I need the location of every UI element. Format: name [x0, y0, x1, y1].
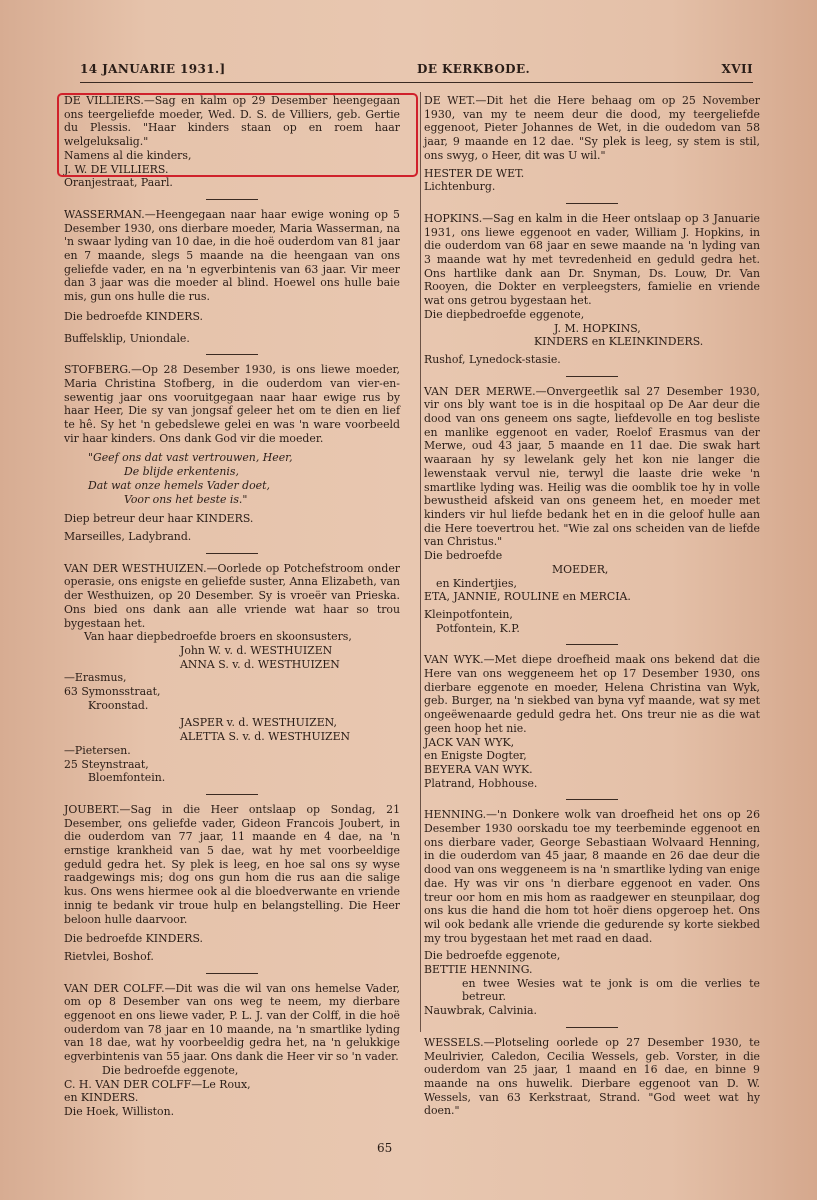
- notice-place: Die Hoek, Williston.: [64, 1105, 175, 1118]
- notice-place: Rushof, Lynedock-stasie.: [424, 352, 561, 366]
- separator: [566, 1027, 618, 1028]
- notice-intro: Die bedroefde eggenote,: [424, 949, 561, 963]
- notice-de-wet: [424, 94, 760, 194]
- poem-line: "Geef ons dat vast vertrouwen, Heer,: [88, 451, 293, 465]
- notice-signer: Diep betreur deur haar KINDERS.: [64, 512, 254, 526]
- notice-van-der-colff: [64, 982, 400, 1119]
- notice-signer: J. M. HOPKINS,: [554, 321, 641, 335]
- notice-signer: ALETTA S. v. d. WESTHUIZEN: [180, 730, 351, 744]
- separator: [206, 199, 258, 200]
- notice-signer: BETTIE HENNING.: [424, 963, 533, 977]
- separator: [206, 354, 258, 355]
- notice-signer-suffix: —Pietersen.: [64, 743, 131, 757]
- notice-place: Oranjestraat, Paarl.: [64, 176, 173, 190]
- notice-body: STOFBERG.—Op 28 Desember 1930, is ons liewe moeder, Maria Christina Stofberg, in die ouderdom van vier-en-sewentig jaar ons vooruitgegaan naar haar ewige rus by haar Heer, Die sy van jongsaf geleer het om te dien en lief te hê. Sy het 'n gebedslewe gelei en was 'n ware voorbeeld vir haar kinders. Ons dank God vir die moeder.: [64, 363, 400, 445]
- poem-line: Voor ons het beste is.": [124, 492, 248, 506]
- notice-body: VAN DER MERWE.—Onvergeetlik sal 27 Desember 1930, vir ons bly want toe is in die hospitaal op De Aar deur die dood van ons geneem ons sagte, liefdevolle en tog besliste en manlike eggenoot en vader, Roelof Erasmus van der Merwe, oud 43 jaar, 5 maande en 11 dae. Die swak hart waaraan hy sy lewelank gely het kon nie langer die lewenstaak vervul nie, terwyl die laaste drie weke 'n smartlike lyding was. Heilig was die oomblik toe hy in volle bewustheid afskeid van ons geneem het, en moeder met kinders vir hul liefde bedank het en in die geloof hulle aan die Here toevertrou het. "Wie zal ons scheiden van de liefde van Christus.": [424, 384, 760, 549]
- poem-line: De blijde erkentenis,: [124, 465, 239, 479]
- notice-poem: [88, 451, 400, 506]
- notice-place: Rietvlei, Boshof.: [64, 949, 154, 963]
- separator: [566, 799, 618, 800]
- notice-body: DE VILLIERS.—Sag en kalm op 29 Desember heengegaan ons teergeliefde moeder, Wed. D. S. de Villiers, geb. Gertie du Plessis. "Haar kinders staan op en roem haar welgeluksalig.": [64, 94, 400, 149]
- notice-signer: John W. v. d. WESTHUIZEN: [180, 643, 333, 657]
- notice-intro: Die diepbedroefde eggenote,: [424, 307, 585, 321]
- notice-van-wyk: [424, 653, 760, 790]
- header-page-roman: XVII: [721, 62, 753, 76]
- notice-body: HOPKINS.—Sag en kalm in die Heer ontslaap op 3 Januarie 1931, ons liewe eggenoot en vader, William J. Hopkins, in die ouderdom van 68 jaar en sewe maande na 'n lyding van 3 maande wat hy met tevredenheid en geduld gedra het. Ons hartlike dank aan Dr. Snyman, Ds. Louw, Dr. Van Rooyen, die Dokter en verpleegsters, famielie en vriende wat ons getrou bygestaan het.: [424, 211, 760, 308]
- highlight-box: [57, 93, 418, 177]
- notice-body: VAN DER WESTHUIZEN.—Oorlede op Potchefstroom onder operasie, ons enigste en geliefde suster, Anna Elizabeth, van der Westhuizen, op 20 Desember. Sy is vroeër van Prieska. Ons bied ons dank aan alle vriende wat haar so trou bygestaan het.: [64, 561, 400, 630]
- notice-body: DE WET.—Dit het die Here behaag om op 25 November 1930, van my te neem deur die dood, my teergeliefde eggenoot, Pieter Johannes de Wet, in die oudedom van 58 jaar, 9 maande en 12 dae. "Sy plek is leeg, sy stem is stil, ons swyg, o Heer, dit was U wil.": [424, 94, 760, 162]
- separator: [566, 203, 618, 204]
- notice-signer: Die bedroefde KINDERS.: [64, 932, 204, 946]
- notice-address: Kroonstad.: [88, 698, 149, 712]
- notice-address: 63 Symonsstraat,: [64, 685, 161, 699]
- separator: [566, 376, 618, 377]
- notice-place: Nauwbrak, Calvinia.: [424, 1004, 537, 1018]
- notice-signer: MOEDER,: [552, 562, 609, 576]
- notice-henning: [424, 808, 760, 1018]
- separator: [206, 973, 258, 974]
- notice-signer: HESTER DE WET.: [424, 166, 525, 180]
- notice-body: WESSELS.—Plotseling oorlede op 27 Desember 1930, te Meulrivier, Caledon, Cecilia Wessels, geb. Vorster, in die ouderdom van 25 jaar, 1 maand en 16 dae, en binne 9 maande na ons huwelik. Dierbare eggenoot van D. W. Wessels, van 63 Kerkstraat, Strand. "God weet wat hy doen.": [424, 1035, 760, 1118]
- notice-wasserman: [64, 208, 400, 345]
- notice-signer: KINDERS en KLEINKINDERS.: [534, 335, 704, 349]
- notice-signer: en Enigste Dogter,: [424, 749, 527, 763]
- notice-body: VAN DER COLFF.—Dit was die wil van ons hemelse Vader, om op 8 Desember van ons weg te neem, my dierbare eggenoot en ons liewe vader, P. L. J. van der Colff, in die hoë ouderdom van 78 jaar en 10 maande, na 'n smartlike lyding van 18 dae, wat hy voorbeeldig gedra het, na 'n gelukkige egverbintenis van 55 jaar. Ons dank die Heer vir so 'n vader.: [64, 981, 400, 1064]
- notice-place: Buffelsklip, Uniondale.: [64, 331, 190, 345]
- notice-stofberg: [64, 363, 400, 543]
- header-title: DE KERKBODE.: [417, 62, 531, 76]
- poem-line: Dat wat onze hemels Vader doet,: [88, 478, 270, 492]
- notice-signer: ANNA S. v. d. WESTHUIZEN: [180, 657, 340, 671]
- notice-body: VAN WYK.—Met diepe droefheid maak ons bekend dat die Here van ons weggeneem het op 17 Desember 1930, ons dierbare eggenote en moeder, Helena Christina van Wyk, geb. Burger, na 'n siekbed van byna vyf maande, wat sy met ongeëwenaarde geduld gedra het. Ons treur nie as die wat geen hoop het nie.: [424, 653, 760, 735]
- notice-place: Marseilles, Ladybrand.: [64, 529, 192, 543]
- notice-signer: JASPER v. d. WESTHUIZEN,: [180, 716, 337, 730]
- notice-place: Kleinpotfontein,: [424, 607, 513, 621]
- notice-signer: JACK VAN WYK,: [424, 735, 515, 749]
- notice-van-der-westhuizen: [64, 562, 400, 785]
- notice-joubert: [64, 803, 400, 964]
- separator: [566, 644, 618, 645]
- right-column: [424, 94, 760, 1127]
- notice-place: Lichtenburg.: [424, 180, 496, 194]
- notice-on-behalf: Namens al die kinders,: [64, 148, 192, 162]
- notice-place: Potfontein, K.P.: [436, 621, 520, 635]
- header-date: 14 JANUARIE 1931.]: [80, 62, 226, 76]
- notice-signer: en KINDERS.: [64, 1091, 139, 1105]
- notice-wessels: [424, 1036, 760, 1118]
- notice-signer: en Kindertjies,: [436, 576, 517, 590]
- page-header: [80, 62, 753, 76]
- notice-body: HENNING.—'n Donkere wolk van droefheid het ons op 26 Desember 1930 oorskadu toe my teerbeminde eggenoot en ons dierbare vader, George Sebastiaan Wolvaard Henning, in die ouderdom van 45 jaar, 8 maande en 26 dae deur die dood van ons weggeneem is na 'n smartlike lyding van enige dae. Hy was vir ons 'n dierbare eggenoot en vader. Ons treur oor hom en mis hom as raadgewer en steunpilaar, dog ons kus die hand die hom tot hoër diens opgeroep het. Ons wil ook bedank alle vriende die gedurende sy korte siekbed my trou bygestaan het met raad en daad.: [424, 808, 760, 945]
- column-divider: [420, 92, 421, 1032]
- notice-intro: Van haar diepbedroefde broers en skoonsusters,: [84, 630, 352, 644]
- notice-place: Platrand, Hobhouse.: [424, 776, 538, 790]
- notice-signer: BEYERA VAN WYK.: [424, 762, 533, 776]
- left-column: [64, 94, 400, 1128]
- notice-hopkins: [424, 212, 760, 367]
- notice-address: 25 Steynstraat,: [64, 757, 149, 771]
- header-rule: [80, 82, 753, 83]
- page-number: 65: [377, 1141, 393, 1155]
- notice-signer: ETA, JANNIE, ROULINE en MERCIA.: [424, 590, 631, 604]
- separator: [206, 794, 258, 795]
- separator: [206, 553, 258, 554]
- notice-address: Bloemfontein.: [88, 771, 166, 785]
- notice-signer: J. W. DE VILLIERS.: [64, 162, 169, 176]
- notice-body: JOUBERT.—Sag in die Heer ontslaap op Sondag, 21 Desember, ons geliefde vader, Gideon Francois Joubert, in die ouderdom van 77 jaar, 11 maande en 4 dae, na 'n ernstige krankheid van 5 dae, wat hy met voorbeeldige geduld gedra het. Sy plek is leeg, en hoe sal ons sy wyse raadgewings mis; dog ons gun hom die rus aan die salige kus. Ons wens hiermee ook al die bloedverwante en vriende innig te bedank vir troue hulp en belangstelling. Die Heer beloon hulle daarvoor.: [64, 802, 400, 926]
- notice-van-der-merwe: [424, 385, 760, 636]
- notice-intro: Die bedroefde eggenote,: [102, 1063, 239, 1077]
- notice-signer: en twee Wesies wat te jonk is om die verlies te betreur.: [462, 976, 760, 1004]
- notice-signer: C. H. VAN DER COLFF—Le Roux,: [64, 1077, 251, 1091]
- notice-signer: Die bedroefde KINDERS.: [64, 309, 204, 323]
- notice-body: WASSERMAN.—Heengegaan naar haar ewige woning op 5 Desember 1930, ons dierbare moeder, Maria Wasserman, na 'n swaar lyding van 10 dae, in die hoë ouderdom van 81 jaar en 7 maande, slegs 5 maande na die heengaan van ons geliefde vader, en na 'n egverbintenis van 63 jaar. Vir meer dan 3 jaar was die moeder al blind. Hoewel ons hulle baie mis, gun ons hulle die rus.: [64, 207, 400, 304]
- notice-signer-suffix: —Erasmus,: [64, 671, 127, 685]
- notice-intro: Die bedroefde: [424, 549, 503, 563]
